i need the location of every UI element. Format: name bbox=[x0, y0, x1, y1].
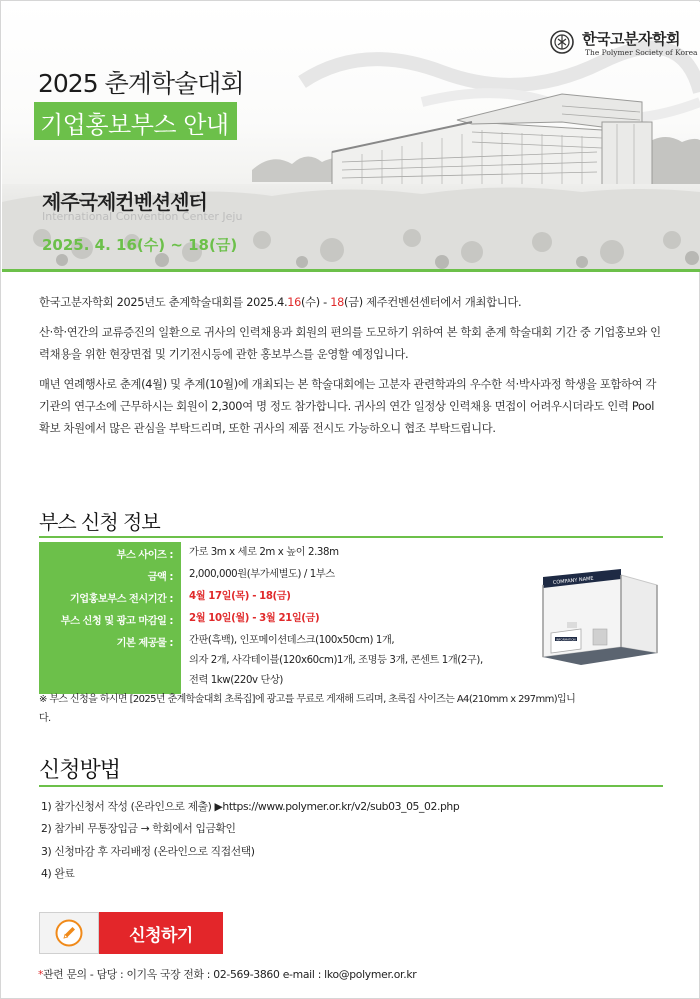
apply-section-title: 신청방법 bbox=[39, 758, 121, 783]
booth-row-price: 금액 : 2,000,000원(부가세별도) / 1부스 bbox=[39, 564, 485, 586]
banner-divider bbox=[2, 269, 700, 272]
pencil-icon bbox=[55, 919, 83, 947]
booth-section-title: 부스 신청 정보 bbox=[39, 510, 160, 534]
booth-section-divider bbox=[39, 536, 663, 538]
apply-section-divider bbox=[39, 785, 663, 787]
apply-step: 2) 참가비 무통장입금 → 학회에서 입금확인 bbox=[41, 822, 236, 836]
event-dates: 2025. 4. 16(수) ~ 18(금) bbox=[42, 236, 238, 254]
booth-row-exhibit-period: 기업홍보부스 전시기간 : 4월 17일(목) - 18(금) bbox=[39, 586, 485, 608]
desk-sign-text: INFORMATION bbox=[556, 637, 576, 642]
intro-paragraph-3: 매년 연례행사로 춘계(4월) 및 추계(10월)에 개최되는 본 학술대회에는 고분자 관련학과의 우수한 석·박사과정 학생을 포함하여 각 기관의 연구소에 근무하시는 회원이 2,300여 명 정도 참가합니다. 귀사의 연간 일정상 인력채용 면접이 어려우시더라도 인력 Pool 확보 차원에서 많은 관심을 부탁드리며, 또한 귀사의 제품 전시도 가능하오니 협조 부탁드립니다. bbox=[39, 378, 657, 435]
society-name-en: The Polymer Society of Korea bbox=[585, 48, 698, 57]
apply-step: 1) 참가신청서 작성 (온라인으로 제출) ▶https://www.polymer.or.kr/v2/sub03_05_02.php bbox=[41, 800, 460, 813]
booth-row-deadline: 부스 신청 및 광고 마감일 : 2월 10일(월) - 3월 21일(금) bbox=[39, 608, 485, 630]
booth-sign-text: COMPANY NAME bbox=[552, 575, 594, 586]
highlight-start-day: 16 bbox=[287, 296, 302, 309]
header-banner bbox=[2, 2, 700, 270]
society-name-ko: 한국고분자학회 bbox=[582, 30, 680, 48]
booth-illustration bbox=[537, 567, 663, 667]
apply-button-label[interactable]: 신청하기 bbox=[99, 912, 223, 954]
apply-step: 4) 완료 bbox=[41, 866, 75, 880]
venue-name-ko: 제주국제컨벤션센터 bbox=[42, 190, 207, 214]
highlight-end-day: 18 bbox=[330, 296, 344, 309]
apply-steps-list bbox=[41, 797, 459, 886]
contact-asterisk: * bbox=[38, 968, 44, 981]
apply-button[interactable] bbox=[39, 912, 223, 954]
contact-text: 관련 문의 - 담당 : 이기옥 국장 전화 : 02-569-3860 e-mail : lko@polymer.or.kr bbox=[43, 968, 417, 981]
event-subtitle: 기업홍보부스 안내 bbox=[34, 102, 237, 140]
venue-name-en: International Convention Center Jeju bbox=[42, 210, 243, 223]
booth-row-provided-items: 기본 제공물 : 간판(흑백), 인포메이션데스크(100x50cm) 1개, 의자 2개, 사각테이블(120x60cm)1개, 조명등 3개, 콘센트 1개(2구), 전력 1kw(220v 단상) bbox=[39, 630, 485, 694]
booth-note: ※ 부스 신청을 하시면 [2025년 춘계학술대회 초록집]에 광고를 무료로 게재해 드리며, 초록집 사이즈는 A4(210mm x 297mm)입니다. bbox=[39, 694, 576, 724]
apply-step: 3) 신청마감 후 자리배정 (온라인으로 직접선택) bbox=[41, 844, 255, 858]
booth-info-table bbox=[39, 542, 485, 694]
provided-items-line: 전력 1kw(220v 단상) bbox=[189, 675, 283, 686]
apply-icon-box[interactable] bbox=[39, 912, 99, 954]
provided-items-line: 간판(흑백), 인포메이션데스크(100x50cm) 1개, bbox=[189, 635, 395, 646]
intro-paragraph-2: 산·학·연간의 교류증진의 일환으로 귀사의 인력채용과 회원의 편의를 도모하기 위하여 본 학회 춘계 학술대회 기간 중 기업홍보와 인력채용을 위한 현장면접 및 기기전시등에 관한 홍보부스를 운영할 예정입니다. bbox=[39, 326, 661, 361]
event-title: 2025 춘계학술대회 bbox=[38, 69, 244, 98]
intro-paragraph-1: 한국고분자학회 2025년도 춘계학술대회를 2025.4.16(수) - 18(금) 제주컨벤션센터에서 개최합니다. bbox=[39, 296, 522, 309]
provided-items-line: 의자 2개, 사각테이블(120x60cm)1개, 조명등 3개, 콘센트 1개(2구), bbox=[189, 655, 483, 666]
booth-row-size: 부스 사이즈 : 가로 3m x 세로 2m x 높이 2.38m bbox=[39, 542, 485, 564]
society-logo-icon bbox=[550, 30, 574, 54]
intro-text bbox=[39, 292, 665, 448]
contact-info bbox=[38, 967, 416, 982]
